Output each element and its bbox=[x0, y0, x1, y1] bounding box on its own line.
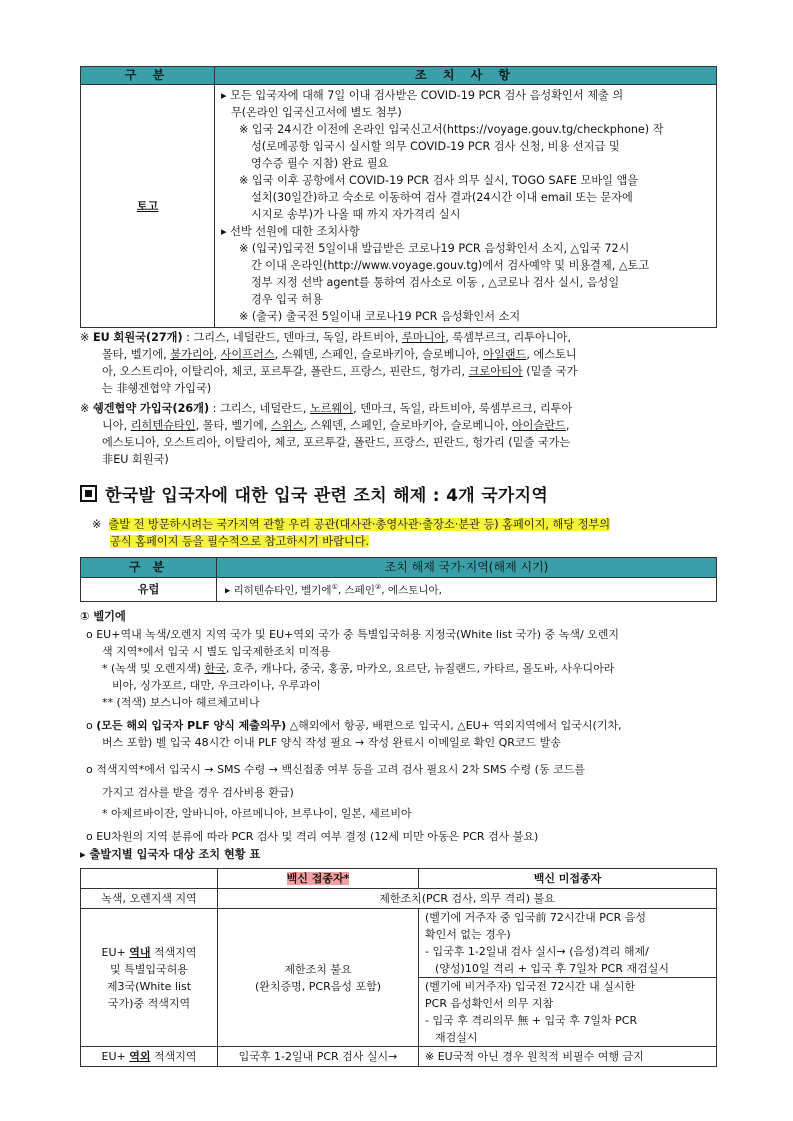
table3-title: ▸ 출발지별 입국자 대상 조치 현황 표 bbox=[80, 848, 261, 861]
cell-text: PCR 음성확인서 의무 지참 bbox=[425, 997, 554, 1010]
eu-members-note bbox=[80, 329, 720, 397]
cell-text: (완치증명, PCR음성 포함) bbox=[254, 979, 382, 993]
note-text: , 스웨덴, 스페인, 슬로바키아, 슬로베니아, bbox=[274, 348, 484, 361]
row-eu-outside-red-vaccinated: 입국후 1-2일내 PCR 검사 실시→ bbox=[218, 1047, 419, 1067]
table1-header-category: 구 분 bbox=[81, 67, 215, 85]
bullet-text: ο 적색지역*에서 입국시 → SMS 수령 → 백신접종 여부 등을 고려 검사 필요시 2차 SMS 수령 (동 코드를 bbox=[86, 763, 585, 776]
cell-text: 적색지역 bbox=[150, 1050, 197, 1063]
lifted-measures-table bbox=[80, 557, 717, 602]
bullet-text: ο EU차원의 지역 분류에 따라 PCR 검사 및 격리 여부 결정 (12세 미만 아동은 PCR 검사 불요) bbox=[86, 830, 539, 843]
eu-label: EU 회원국(27개) bbox=[92, 331, 183, 344]
row-green-orange-value: 제한조치(PCR 검사, 의무 격리) 불요 bbox=[218, 889, 717, 909]
row-eu-outside-red-label bbox=[81, 1047, 218, 1067]
bullet-text: △해외에서 항공, 배편으로 입국시, △EU+ 역외지역에서 입국시(기차, bbox=[286, 719, 622, 732]
bullet-text: 버스 포함) 벨 입국 48시간 이내 PLF 양식 작성 필요 → 작성 완료시 이메일로 확인 QR코드 발송 bbox=[102, 736, 561, 749]
row-eu-inside-red-resident bbox=[419, 909, 717, 978]
note-text: : 그리스, 네덜란드, 덴마크, 독일, 라트비아, bbox=[182, 331, 402, 344]
country-list-text: , 에스토니아, bbox=[381, 584, 442, 597]
table2-header-regions: 조치 해제 국가·지역(해제 시기) bbox=[217, 558, 717, 578]
row-eu-inside-red-nonresident bbox=[419, 978, 717, 1047]
footnote-mark: ① bbox=[331, 583, 338, 592]
row-green-orange-label: 녹색, 오렌지색 지역 bbox=[81, 889, 218, 909]
note-text: , 몰타, 벨기에, bbox=[195, 419, 271, 432]
note-text: , bbox=[213, 348, 221, 361]
note-text: 크로아티아 bbox=[468, 365, 523, 378]
note-text: (밑줄 국가 bbox=[522, 365, 578, 378]
note-text: , 에스토니 bbox=[526, 348, 577, 361]
cell-text: 제3국(White list bbox=[106, 979, 192, 993]
bullet-text: * 아제르바이잔, 알바니아, 아르메니아, 브루나이, 일본, 세르비아 bbox=[102, 807, 412, 820]
row-eu-outside-red-unvaccinated: ※ EU국적 아닌 경우 원칙적 비필수 여행 금지 bbox=[419, 1047, 717, 1067]
europe-countries-cell bbox=[217, 578, 717, 602]
note-text: 루마니아 bbox=[401, 331, 446, 344]
row-eu-inside-red-label bbox=[81, 909, 218, 1047]
bullet-text: 한국 bbox=[204, 662, 226, 675]
country-list-text: , 스페인 bbox=[337, 584, 375, 597]
section-title bbox=[80, 484, 548, 505]
note-text: 불가리아 bbox=[170, 348, 214, 361]
departure-measures-table bbox=[80, 868, 717, 1067]
bullet-text: 비아, 싱가포르, 대만, 우크라이나, 우루과이 bbox=[112, 679, 321, 692]
cell-text: 및 특별입국허용 bbox=[110, 962, 188, 976]
measure-line: ※ (출국) 출국전 5일이내 코로나19 PCR 음성확인서 소지 bbox=[239, 310, 521, 323]
cell-text: 재검실시 bbox=[435, 1031, 478, 1044]
measure-line: 설치(30일간)하고 숙소로 이동하여 검사 결과(24시간 이내 email 또는 문자에 bbox=[251, 191, 633, 204]
note-text: 아, 오스트리아, 이탈리아, 체코, 포르투갈, 폴란드, 프랑스, 핀란드, 헝가리, bbox=[102, 365, 469, 378]
measure-line: 영수증 필수 지참) 완료 필요 bbox=[251, 157, 389, 170]
bullet-text: (모든 해외 입국자 PLF 양식 제출의무) bbox=[96, 719, 287, 732]
togo-measures-table bbox=[80, 66, 717, 328]
note-mark: ※ bbox=[92, 518, 102, 531]
measure-line: 무(온라인 입국신고서에 별도 첨부) bbox=[231, 106, 402, 119]
section-title-text: 한국발 입국자에 대한 입국 관련 조치 해제 : 4개 국가지역 bbox=[105, 486, 549, 506]
measure-line: 간 이내 온라인(http://www.voyage.gouv.tg)에서 검사예약 및 비용결제, △토고 bbox=[251, 259, 650, 272]
section-note bbox=[92, 516, 722, 550]
belgium-heading: ① 벨기에 bbox=[80, 610, 126, 623]
note-text: , 룩셈부르크, 리투아니아, bbox=[445, 331, 572, 344]
cell-text: 적색지역 bbox=[150, 945, 197, 959]
table3-header-vaccinated bbox=[218, 869, 419, 889]
measure-line: ※ (입국)입국전 5일이내 발급받은 코로나19 PCR 음성확인서 소지, △입국 72시 bbox=[239, 242, 630, 255]
note-text: 노르웨이 bbox=[309, 402, 354, 415]
measure-line: 경우 입국 허용 bbox=[251, 293, 323, 306]
cell-text: (벨기에 거주자 중 입국前 72시간내 PCR 음성 bbox=[425, 911, 646, 924]
region-europe: 유럽 bbox=[81, 578, 217, 602]
table2-header-category: 구 분 bbox=[81, 558, 217, 578]
cell-text: 역내 bbox=[129, 945, 151, 959]
note-text: 스위스 bbox=[270, 419, 304, 432]
schengen-label: 쉥겐협약 가입국(26개) bbox=[92, 402, 210, 415]
row-eu-inside-red-vaccinated bbox=[218, 909, 419, 1047]
schengen-members-note bbox=[80, 400, 720, 468]
note-text: 非EU 회원국) bbox=[102, 453, 169, 466]
measure-line: ※ 입국 이후 공항에서 COVID-19 PCR 검사 의무 실시, TOGO SAFE 모바일 앱을 bbox=[239, 174, 639, 187]
cell-text: - 입국 후 격리의무 無 + 입국 후 7일차 PCR bbox=[425, 1014, 638, 1027]
cell-text: 국가)중 적색지역 bbox=[107, 996, 191, 1010]
note-text: 니아, bbox=[102, 419, 131, 432]
note-text: 아일랜드 bbox=[483, 348, 527, 361]
note-mark: ※ bbox=[80, 331, 90, 344]
note-text: , 스웨덴, 스페인, 슬로바키아, 슬로베니아, bbox=[303, 419, 512, 432]
region-togo: 토고 bbox=[81, 85, 215, 328]
note-text: 몰타, 벨기에, bbox=[102, 348, 171, 361]
bullet-text: * (녹색 및 오렌지색) bbox=[102, 662, 205, 675]
footnote-mark: ② bbox=[374, 583, 382, 592]
table1-header-measures: 조 치 사 항 bbox=[215, 67, 717, 85]
note-text: 리히텐슈타인 bbox=[130, 419, 196, 432]
measure-line: ▸ 모든 입국자에 대해 7일 이내 검사받은 COVID-19 PCR 검사 음성확인서 제출 의 bbox=[221, 89, 624, 102]
measure-line: 시지로 송부)가 나올 때 까지 자가격리 실시 bbox=[251, 208, 461, 221]
bullet-text: ο EU+역내 녹색/오렌지 지역 국가 및 EU+역외 국가 중 특별입국허용 지정국(White list 국가) 중 녹색/ 오렌지 bbox=[86, 628, 620, 641]
note-text: , bbox=[565, 419, 570, 432]
cell-text: (양성)10일 격리 + 입국 후 7일차 PCR 재검실시 bbox=[435, 962, 669, 975]
highlighted-text: 공식 홈페이지 등을 필수적으로 참고하시기 바랍니다. bbox=[110, 535, 370, 548]
note-text: 사이프러스 bbox=[220, 348, 275, 361]
note-mark: ※ bbox=[80, 402, 90, 415]
country-list-text: ▸ 리히텐슈타인, 벨기에 bbox=[225, 584, 332, 597]
square-bullet-icon bbox=[80, 485, 97, 502]
highlighted-text: 출발 전 방문하시려는 국가지역 관할 우리 공관(대사관·총영사관·출장소·분관 등) 홈페이지, 해당 정부의 bbox=[108, 518, 611, 531]
measure-line: 성(로메공항 입국시 실시할 의무 COVID-19 PCR 검사 신청, 비용 선지급 및 bbox=[251, 140, 620, 153]
bullet-text: , 호주, 캐나다, 중국, 홍콩, 마카오, 요르단, 뉴질랜드, 카타르, 몰도바, 사우디아라 bbox=[225, 662, 615, 675]
note-text: : 그리스, 네덜란드, bbox=[209, 402, 310, 415]
table3-header-empty bbox=[81, 869, 218, 889]
bullet-text: ο bbox=[86, 719, 97, 732]
bullet-text: 가지고 검사를 받을 경우 검사비용 환급) bbox=[102, 786, 294, 799]
belgium-details bbox=[86, 626, 726, 845]
togo-measures-cell bbox=[215, 85, 717, 328]
cell-text: 제한조치 불요 bbox=[284, 962, 352, 976]
measure-line: ▸ 선박 선원에 대한 조치사항 bbox=[221, 225, 360, 238]
cell-text: EU+ bbox=[101, 945, 130, 959]
note-text: , 덴마크, 독일, 라트비아, 룩셈부르크, 리투아 bbox=[353, 402, 573, 415]
note-text: 는 非쉥겐협약 가입국) bbox=[102, 382, 212, 395]
cell-text: 확인서 없는 경우) bbox=[425, 928, 511, 941]
bullet-text: 색 지역*에서 입국 시 별도 입국제한조치 미적용 bbox=[102, 645, 331, 658]
table3-header-unvaccinated: 백신 미접종자 bbox=[419, 869, 717, 889]
bullet-text: ** (적색) 보스니아 헤르체고비나 bbox=[102, 696, 260, 709]
cell-text: (벨기에 비거주자) 입국전 72시간 내 실시한 bbox=[425, 980, 636, 993]
note-text: 아이슬란드 bbox=[511, 419, 566, 432]
cell-text: EU+ bbox=[101, 1050, 130, 1063]
measure-line: 정부 지정 선박 agent를 통하여 검사소로 이동 , △코로나 검사 실시, 음성일 bbox=[251, 276, 620, 289]
vaccinated-label: 백신 접종자* bbox=[286, 872, 350, 885]
measure-line: ※ 입국 24시간 이전에 온라인 입국신고서(https://voyage.gouv.tg/checkphone) 작 bbox=[239, 123, 664, 136]
cell-text: - 입국후 1-2일내 검사 실시→ (음성)격리 해제/ bbox=[425, 945, 649, 958]
note-text: 에스토니아, 오스트리아, 이탈리아, 체코, 포르투갈, 폴란드, 프랑스, 핀란드, 헝가리 (밑줄 국가는 bbox=[102, 436, 571, 449]
cell-text: 역외 bbox=[129, 1050, 151, 1063]
